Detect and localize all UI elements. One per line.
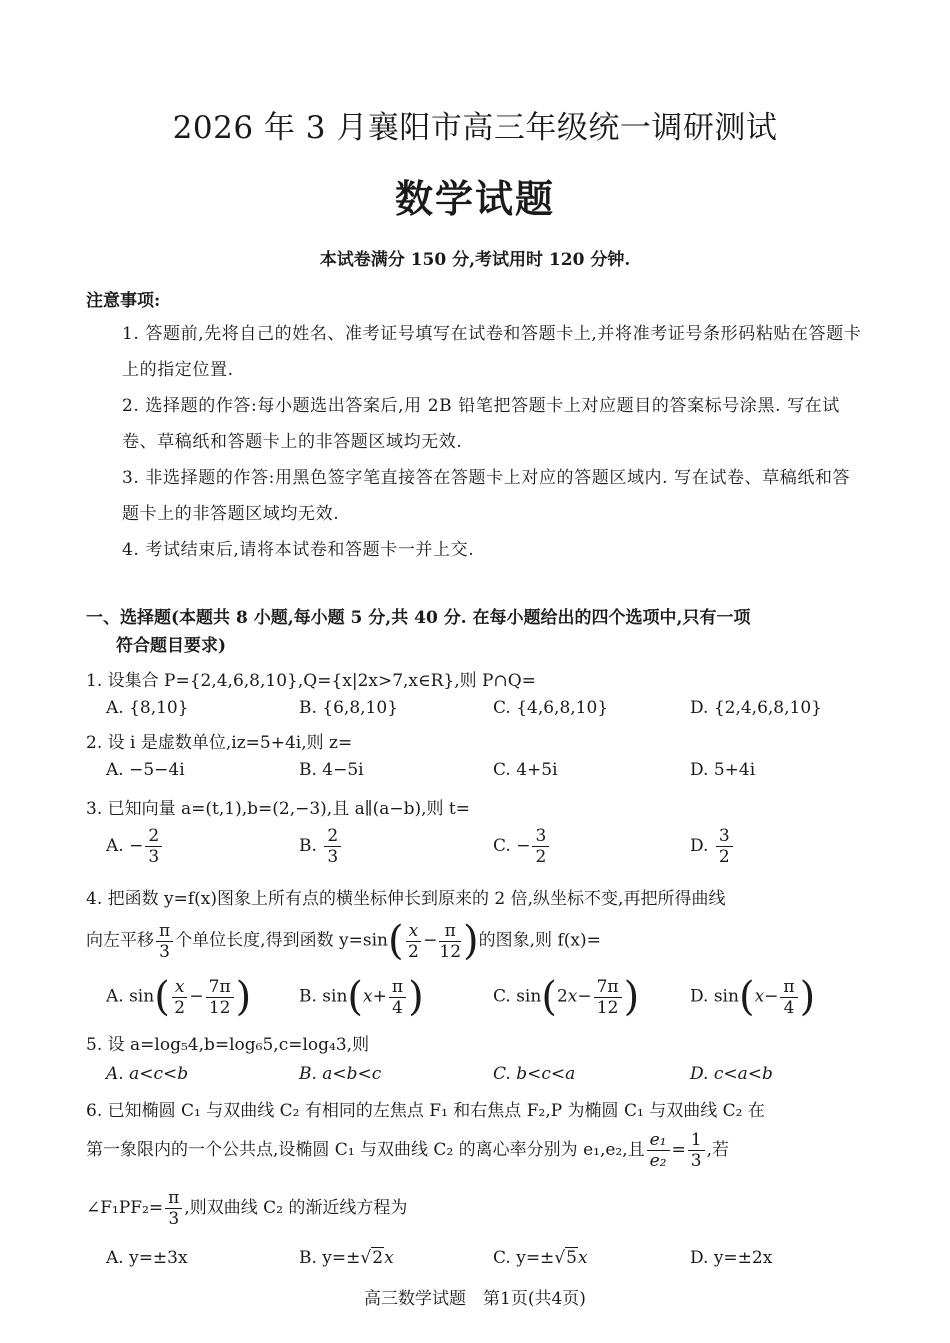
option-d: D. $\frac{3}{2}$ (690, 826, 735, 867)
option-b: B. $\frac{2}{3}$ (299, 826, 343, 867)
option-d: D. 5+4i (690, 760, 756, 780)
option-d: D. sin(x− $\frac{\pi}{4}$ ) (690, 974, 816, 1020)
exam-meta: 本试卷满分 150 分,考试用时 120 分钟. (319, 250, 631, 270)
section-heading: 一、选择题(本题共 8 小题,每小题 5 分,共 40 分. 在每小题给出的四个选项中,只有一项 符合题目要求) (86, 608, 751, 656)
option-b: B. sin(x+ $\frac{\pi}{4}$ ) (299, 974, 424, 1020)
option-c: C. {4,6,8,10} (493, 698, 609, 718)
option-a: A. −5−4i (106, 760, 185, 780)
option-a: A. y=±3x (106, 1248, 188, 1268)
option-d: D. y=±2x (690, 1248, 773, 1268)
option-c: C. − $\frac{3}{2}$ (493, 826, 551, 867)
question-3-stem: 3. 已知向量 a=(t,1),b=(2,−3),且 a∥(a−b),则 t= (86, 799, 471, 819)
option-a: A. a<c<b (106, 1064, 189, 1084)
option-d: D. {2,4,6,8,10} (690, 698, 822, 718)
option-b: B. {6,8,10} (299, 698, 399, 718)
option-b: B. a<b<c (299, 1064, 382, 1084)
option-b: B. y=±√2x (299, 1248, 394, 1268)
notice-item-1: 1. 答题前,先将自己的姓名、准考证号填写在试卷和答题卡上,并将准考证号条形码粘贴在答题卡上的指定位置. (122, 324, 862, 380)
option-c: C. y=±√5x (493, 1248, 588, 1268)
question-4-stem-line2: 向左平移 $\frac{\pi}{3}$ 个单位长度,得到函数 y=sin( $\frac{x}{2}$ − $\frac{\pi}{12}$ )的图象,则 f(x)= (86, 918, 601, 964)
option-c: C. b<c<a (493, 1064, 576, 1084)
exam-title: 2026 年 3 月襄阳市高三年级统一调研测试 (172, 110, 778, 146)
question-6-stem-line3: ∠F₁PF₂= $\frac{\pi}{3}$ ,则双曲线 C₂ 的渐近线方程为 (86, 1188, 408, 1229)
exam-subtitle: 数学试题 (394, 176, 555, 221)
question-4-stem-line1: 4. 把函数 y=f(x)图象上所有点的横坐标伸长到原来的 2 倍,纵坐标不变,再把所得曲线 (86, 889, 726, 909)
question-5-stem: 5. 设 a=log₅4,b=log₆5,c=log₄3,则 (86, 1035, 370, 1055)
option-c: C. 4+5i (493, 760, 558, 780)
question-1-stem: 1. 设集合 P={2,4,6,8,10},Q={x|2x>7,x∈R},则 P∩Q= (86, 671, 536, 691)
question-6-stem-line2: 第一象限内的一个公共点,设椭圆 C₁ 与双曲线 C₂ 的离心率分别为 e₁,e₂,且 $\frac{\text{e₁}}{\text{e₂}}$ = $\frac{1}{3}$ ,若 (86, 1130, 729, 1171)
page-footer: 高三数学试题 第1页(共4页) (364, 1289, 586, 1309)
notice-heading: 注意事项: (86, 291, 161, 311)
notice-item-3: 3. 非选择题的作答:用黑色签字笔直接答在答题卡上对应的答题区域内. 写在试卷、草稿纸和答题卡上的非答题区域均无效. (122, 468, 851, 524)
option-a: A. − $\frac{2}{3}$ (106, 826, 164, 867)
option-a: A. {8,10} (106, 698, 189, 718)
notice-item-4: 4. 考试结束后,请将本试卷和答题卡一并上交. (122, 540, 475, 560)
question-2-stem: 2. 设 i 是虚数单位,iz=5+4i,则 z= (86, 733, 353, 753)
option-a: A. sin( $\frac{x}{2}$ − $\frac{7\pi}{12}$ ) (106, 974, 252, 1020)
option-d: D. c<a<b (690, 1064, 773, 1084)
option-c: C. sin(2x− $\frac{7\pi}{12}$ ) (493, 974, 640, 1020)
notice-item-2: 2. 选择题的作答:每小题选出答案后,用 2B 铅笔把答题卡上对应题目的答案标号涂黑. 写在试卷、草稿纸和答题卡上的非答题区域均无效. (122, 396, 840, 452)
option-b: B. 4−5i (299, 760, 364, 780)
question-6-stem-line1: 6. 已知椭圆 C₁ 与双曲线 C₂ 有相同的左焦点 F₁ 和右焦点 F₂,P 为椭圆 C₁ 与双曲线 C₂ 在 (86, 1101, 765, 1121)
